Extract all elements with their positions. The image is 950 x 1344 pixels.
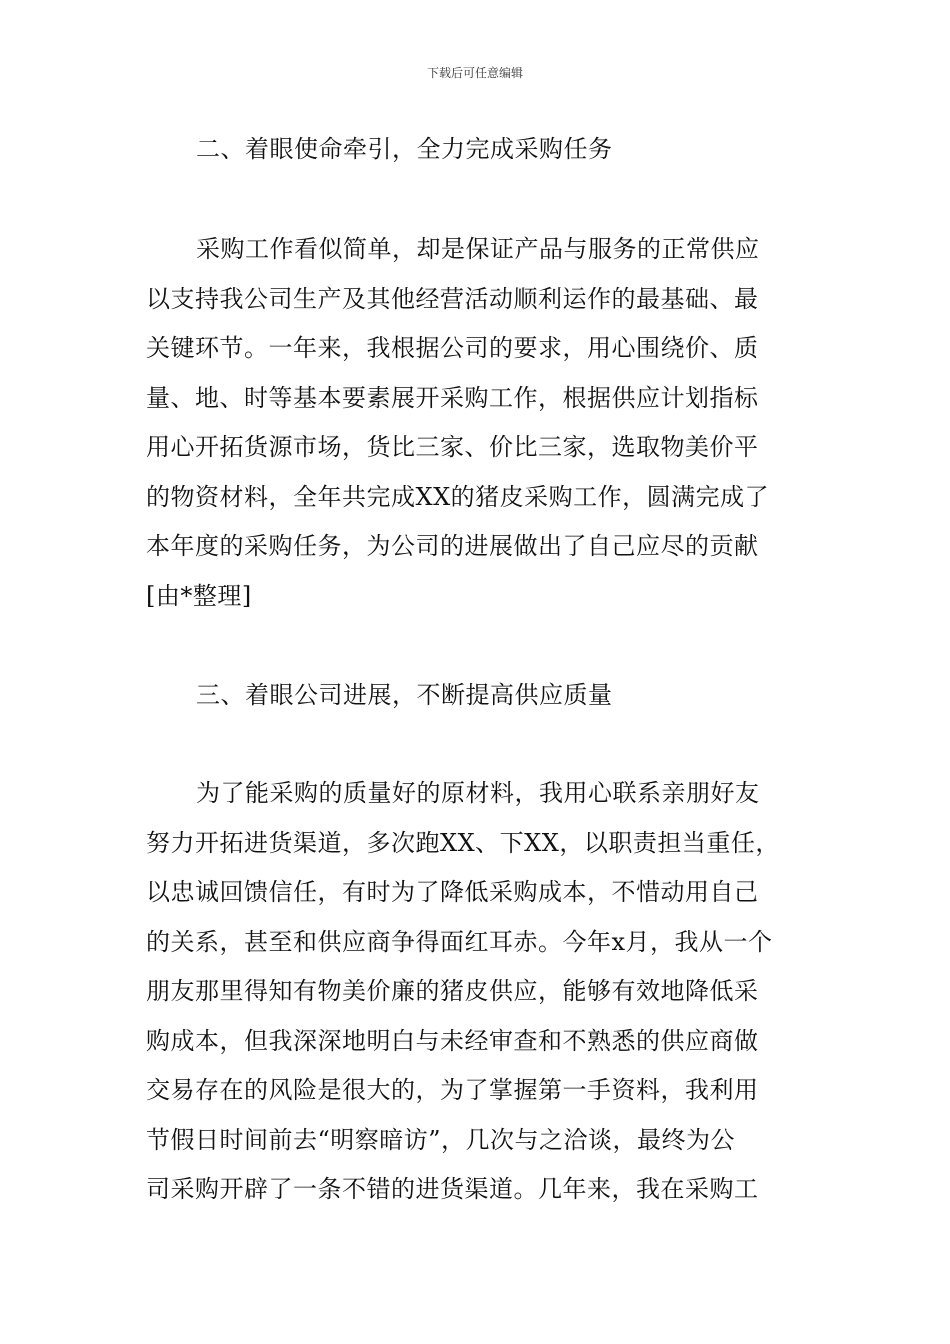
paragraph-line: 购成本，但我深深地明白与未经审查和不熟悉的供应商做 — [146, 1026, 759, 1055]
paragraph-line: 以忠诚回馈信任，有时为了降低采购成本，不惜动用自己 — [146, 878, 759, 906]
paragraph-line: 用心开拓货源市场，货比三家、价比三家，选取物美价平 — [146, 433, 759, 461]
paragraph-line: 关键环节。一年来，我根据公司的要求，用心围绕价、质 — [146, 334, 759, 362]
page-header-note: 下载后可任意编辑 — [426, 66, 523, 80]
paragraph-line: 本年度的采购任务，为公司的进展做出了自己应尽的贡献 — [146, 532, 759, 560]
paragraph-line: 交易存在的风险是很大的，为了掌握第一手资料，我利用 — [146, 1076, 759, 1104]
paragraph-line: 量、地、时等基本要素展开采购工作，根据供应计划指标 — [146, 383, 759, 412]
section-heading-2: 二、着眼使命牵引，全力完成采购任务 — [196, 135, 613, 163]
section-paragraph-2 — [146, 225, 806, 621]
paragraph-line: [由*整理] — [146, 581, 252, 610]
paragraph-line: 采购工作看似简单，却是保证产品与服务的正常供应 — [196, 235, 760, 263]
paragraph-line: 节假日时间前去“明察暗访”，几次与之洽谈，最终为公 — [146, 1125, 736, 1154]
paragraph-line: 的关系，甚至和供应商争得面红耳赤。今年x月，我从一个 — [146, 927, 773, 956]
paragraph-line: 司采购开辟了一条不错的进货渠道。几年来，我在采购工 — [146, 1175, 759, 1203]
paragraph-line: 朋友那里得知有物美价廉的猪皮供应，能够有效地降低采 — [146, 977, 759, 1005]
section-paragraph-3 — [146, 769, 806, 1215]
paragraph-line: 的物资材料，全年共完成XX的猪皮采购工作，圆满完成了 — [146, 482, 770, 511]
paragraph-line: 以支持我公司生产及其他经营活动顺利运作的最基础、最 — [146, 284, 759, 313]
paragraph-line: 努力开拓进货渠道，多次跑XX、下XX，以职责担当重任， — [146, 828, 780, 857]
section-heading-3: 三、着眼公司进展，不断提高供应质量 — [196, 681, 613, 709]
paragraph-line: 为了能采购的质量好的原材料，我用心联系亲朋好友 — [196, 779, 760, 807]
